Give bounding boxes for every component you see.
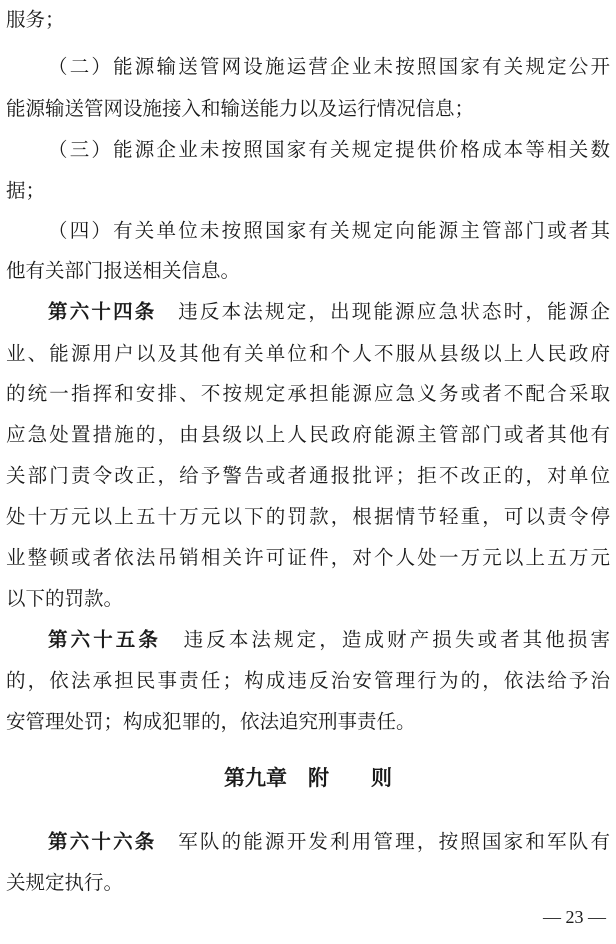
- article-number: 第六十四条: [48, 300, 157, 323]
- text-line: 的，依法承担民事责任；构成违反治安管理行为的，依法给予治: [6, 669, 610, 692]
- text-line: 他有关部门报送相关信息。: [6, 259, 241, 282]
- text-line: 的统一指挥和安排、不按规定承担能源应急义务或者不配合采取: [6, 382, 610, 405]
- text-line: 业、能源用户以及其他有关单位和个人不服从县级以上人民政府: [6, 342, 610, 365]
- article-text: 违反本法规定，造成财产损失或者其他损害: [183, 628, 610, 651]
- text-line: 以下的罚款。: [6, 587, 124, 610]
- text-line: 应急处置措施的，由县级以上人民政府能源主管部门或者其他有: [6, 423, 610, 446]
- text-line: 能源输送管网设施接入和输送能力以及运行情况信息；: [6, 97, 475, 120]
- article-line: [6, 297, 610, 327]
- article-line: [6, 827, 610, 857]
- text-line: 处十万元以上五十万元以下的罚款，根据情节轻重，可以责令停: [6, 505, 610, 528]
- article-number: 第六十六条: [48, 830, 157, 853]
- article-line: [6, 625, 610, 655]
- chapter-heading: 第九章 附 则: [224, 765, 392, 790]
- text-line: 关部门责令改正，给予警告或者通报批评；拒不改正的，对单位: [6, 464, 610, 487]
- text-line: （三）能源企业未按照国家有关规定提供价格成本等相关数: [48, 138, 610, 161]
- text-line: 关规定执行。: [6, 871, 124, 894]
- text-line: （四）有关单位未按照国家有关规定向能源主管部门或者其: [48, 219, 610, 242]
- article-text: 违反本法规定，出现能源应急状态时，能源企: [178, 300, 610, 323]
- article-number: 第六十五条: [48, 628, 162, 651]
- text-line: 服务；: [6, 8, 65, 31]
- text-line: （二）能源输送管网设施运营企业未按照国家有关规定公开: [48, 55, 610, 78]
- text-line: 安管理处罚；构成犯罪的，依法追究刑事责任。: [6, 710, 416, 733]
- article-text: 军队的能源开发利用管理，按照国家和军队有: [178, 830, 610, 853]
- page-number: — 23 —: [543, 907, 606, 927]
- text-line: 业整顿或者依法吊销相关许可证件，对个人处一万元以上五万元: [6, 546, 610, 569]
- text-line: 据；: [6, 179, 46, 202]
